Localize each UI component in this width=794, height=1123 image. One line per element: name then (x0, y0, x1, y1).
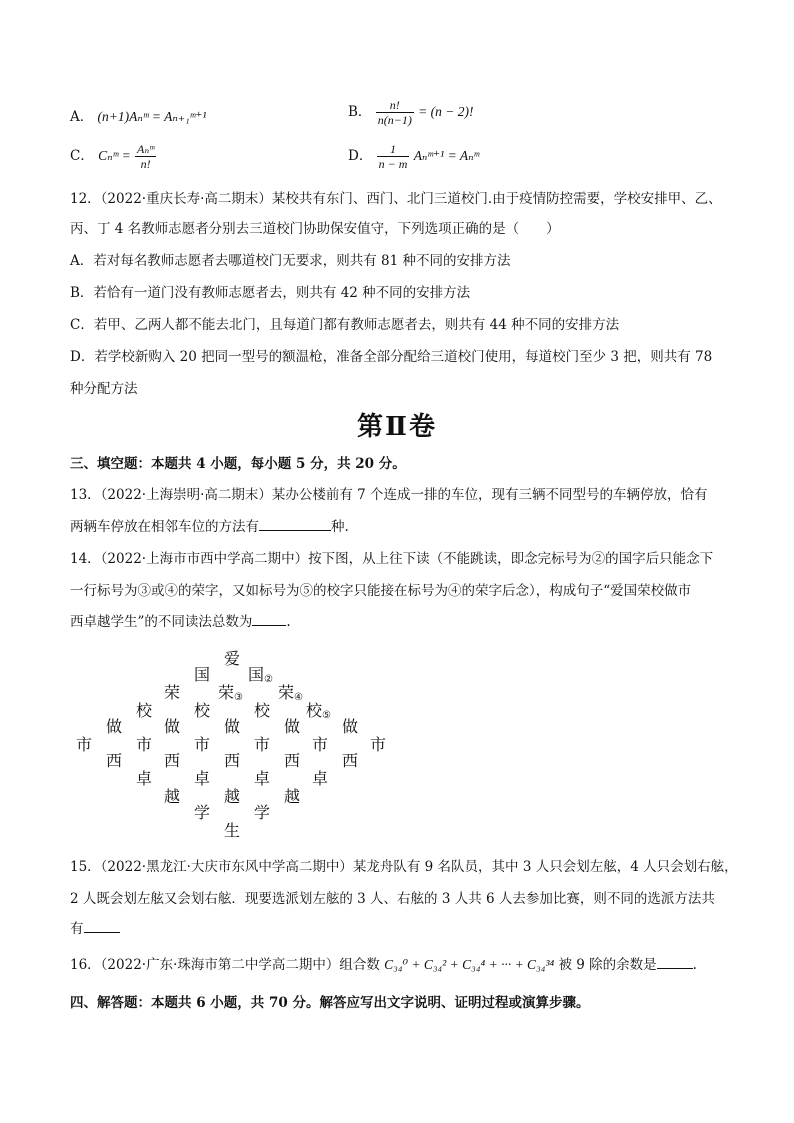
diagram-char: 卓 (312, 769, 329, 788)
q15-line2: 2 人既会划左舷又会划右舷．现要选派划左舷的 3 人、右舷的 3 人共 6 人去参加比赛，则不同的选派方法共 (70, 891, 715, 907)
option-b: B． $\frac{n!}{n(n-1)}$ = (n − 2)! (348, 98, 474, 127)
section-3-heading: 三、填空题：本题共 4 小题，每小题 5 分，共 20 分。 (70, 456, 406, 472)
diagram-char: 市 (312, 735, 329, 754)
section-4-heading: 四、解答题：本题共 6 小题，共 70 分。解答应写出文字说明、证明过程或演算步骤。 (70, 995, 590, 1011)
option-b-fraction: $\frac{n!}{n(n-1)}$ (377, 98, 412, 127)
diagram-char: 荣$_④$ (278, 683, 303, 703)
diagram-char: 爱 (224, 649, 241, 668)
diagram-char: 校 (136, 701, 153, 720)
q16-answer-blank (657, 956, 693, 969)
diagram-char: 西 (224, 751, 241, 770)
diagram-char: 做 (284, 717, 301, 736)
diagram-char: 越 (284, 787, 301, 806)
diagram-char: 学 (254, 803, 271, 822)
q15-line1: 15．（2022·黑龙江·大庆市东风中学高二期中）某龙舟队有 9 名队员，其中 3 人只会划左舷，4 人只会划右舷， (70, 859, 738, 875)
diagram-char: 荣 (164, 683, 181, 702)
option-d: D． $\frac{1}{n - m}$ Aₙᵐ⁺¹ = Aₙᵐ (348, 142, 480, 171)
option-a: A． (n+1)Aₙᵐ = Aₙ₊₁ᵐ⁺¹ (70, 109, 207, 125)
q12-option-c: C．若甲、乙两人都不能去北门，且每道门都有教师志愿者去，则共有 44 种不同的安排方法 (70, 317, 620, 333)
diagram-char: 校$_⑤$ (306, 701, 331, 721)
q14-line1: 14．（2022·上海市市西中学高二期中）按下图，从上往下读（不能跳读，即念完标号为②的国字后只能念下 (70, 551, 714, 567)
q12-line2: 丙、丁 4 名教师志愿者分别去三道校门协助保安值守，下列选项正确的是（ ） (70, 221, 560, 237)
diagram-char: 做 (342, 717, 359, 736)
q14-answer-blank (252, 613, 286, 626)
diagram-char: 生 (224, 821, 241, 840)
diagram-char: 市 (370, 735, 387, 754)
diagram-char: 学 (194, 803, 211, 822)
diagram-char: 做 (224, 717, 241, 736)
diagram-char: 校 (254, 701, 271, 720)
q12-option-b: B．若恰有一道门没有教师志愿者去，则共有 42 种不同的安排方法 (70, 285, 471, 301)
q13-line2: 两辆车停放在相邻车位的方法有 种. (70, 519, 349, 535)
option-c-fraction: $\frac{\text{Aₙᵐ}}{n!}$ (137, 142, 155, 171)
diagram-char: 越 (164, 787, 181, 806)
q13-answer-blank (259, 518, 331, 531)
diagram-char: 做 (164, 717, 181, 736)
mark-3: ③ (234, 692, 243, 703)
q12-line1: 12．（2022·重庆长寿·高二期末）某校共有东门、西门、北门三道校门.由于疫情防控需要，学校安排甲、乙、 (70, 191, 722, 207)
q15-answer-blank (84, 920, 120, 933)
mark-2: ② (264, 674, 273, 685)
diagram-char: 越 (224, 787, 241, 806)
diagram-char: 西 (106, 751, 123, 770)
q14-line3: 西卓越学生”的不同读法总数为 . (70, 614, 291, 630)
mark-5: ⑤ (322, 710, 331, 721)
diagram-char: 校 (194, 701, 211, 720)
q14-line2: 一行标号为③或④的荣字，又如标号为⑤的校字只能接在标号为④的荣字后念），构成句子“爱国荣校做市 (70, 583, 692, 599)
diagram-char: 市 (76, 735, 93, 754)
diagram-char: 卓 (136, 769, 153, 788)
q12-option-d-line2: 种分配方法 (70, 381, 138, 397)
diagram-char: 国$_②$ (248, 665, 273, 685)
diagram-char: 卓 (254, 769, 271, 788)
diagram-char: 西 (284, 751, 301, 770)
diagram-char: 市 (136, 735, 153, 754)
mark-4: ④ (294, 692, 303, 703)
q16-expression: C₃₄⁰ + C₃₄² + C₃₄⁴ + ··· + C₃₄³⁴ (384, 957, 555, 972)
diagram-char: 国 (194, 665, 211, 684)
option-d-fraction: $\frac{1}{n - m}$ (378, 142, 408, 171)
diagram-char: 做 (106, 717, 123, 736)
diagram-char: 市 (254, 735, 271, 754)
part-title: 第Ⅱ卷 (357, 412, 437, 442)
q16-line: 16．（2022·广东·珠海市第二中学高二期中）组合数 C₃₄⁰ + C₃₄² + C₃₄⁴ + ··· + C₃₄³⁴ 被 9 除的余数是 . (70, 957, 697, 973)
diagram-char: 西 (164, 751, 181, 770)
option-a-expr: (n+1)Aₙᵐ = Aₙ₊₁ᵐ⁺¹ (97, 109, 207, 124)
q15-line3: 有 (70, 920, 120, 938)
q12-option-d-line1: D．若学校新购入 20 把同一型号的额温枪，准备全部分配给三道校门使用，每道校门至少 3 把，则共有 78 (70, 349, 713, 365)
diagram-char: 卓 (194, 769, 211, 788)
q13-line1: 13．（2022·上海崇明·高二期末）某办公楼前有 7 个连成一排的车位，现有三辆不同型号的车辆停放，恰有 (70, 487, 708, 503)
diagram-char: 市 (194, 735, 211, 754)
option-c: C． Cₙᵐ = $\frac{\text{Aₙᵐ}}{n!}$ (70, 142, 155, 171)
diagram-char: 荣$_③$ (218, 683, 243, 703)
diagram-char: 西 (342, 751, 359, 770)
q12-option-a: A．若对每名教师志愿者去哪道校门无要求，则共有 81 种不同的安排方法 (70, 253, 511, 269)
